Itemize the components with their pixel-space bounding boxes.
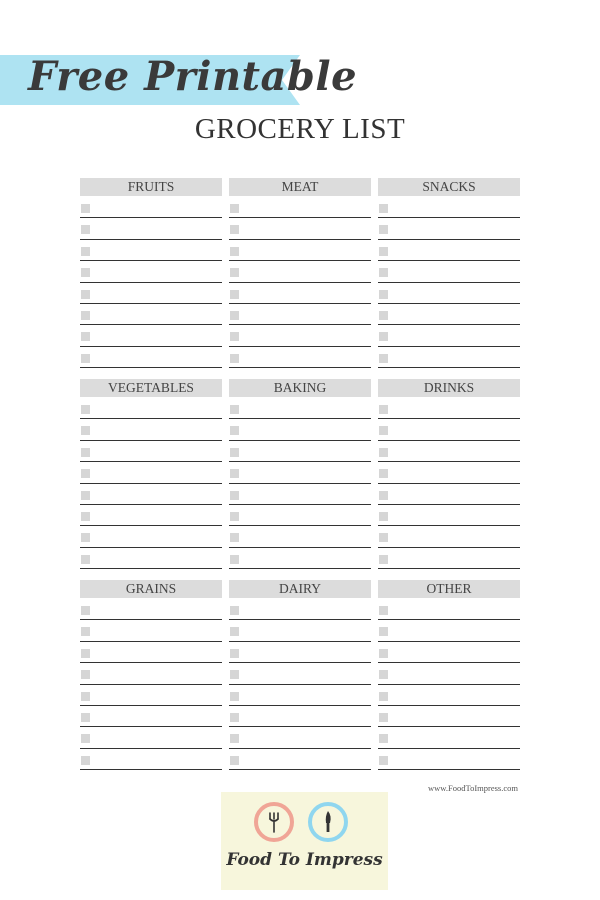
checkbox[interactable] <box>230 268 239 277</box>
item-line[interactable] <box>229 197 371 218</box>
checkbox[interactable] <box>81 555 90 564</box>
item-list <box>80 599 222 770</box>
item-line[interactable] <box>378 599 520 620</box>
item-line[interactable] <box>80 347 222 368</box>
section-header: OTHER <box>378 580 520 598</box>
checkbox[interactable] <box>230 311 239 320</box>
item-line[interactable] <box>80 261 222 282</box>
checkbox[interactable] <box>81 734 90 743</box>
item-line[interactable] <box>229 620 371 641</box>
item-line[interactable] <box>378 526 520 547</box>
item-line[interactable] <box>378 462 520 483</box>
item-line[interactable] <box>229 685 371 706</box>
item-line[interactable] <box>229 526 371 547</box>
checkbox[interactable] <box>379 606 388 615</box>
item-line[interactable] <box>378 663 520 684</box>
checkbox[interactable] <box>81 426 90 435</box>
item-line[interactable] <box>229 325 371 346</box>
item-line[interactable] <box>378 620 520 641</box>
fork-icon <box>258 806 290 838</box>
checkbox[interactable] <box>81 225 90 234</box>
item-line[interactable] <box>229 642 371 663</box>
item-line[interactable] <box>80 599 222 620</box>
item-line[interactable] <box>229 218 371 239</box>
checkbox[interactable] <box>230 290 239 299</box>
checkbox[interactable] <box>230 405 239 414</box>
item-line[interactable] <box>378 304 520 325</box>
checkbox[interactable] <box>379 670 388 679</box>
section-dairy <box>229 580 371 770</box>
item-line[interactable] <box>378 261 520 282</box>
item-line[interactable] <box>229 462 371 483</box>
item-line[interactable] <box>378 548 520 569</box>
checkbox[interactable] <box>230 469 239 478</box>
checkbox[interactable] <box>379 555 388 564</box>
checkbox[interactable] <box>81 692 90 701</box>
checkbox[interactable] <box>230 448 239 457</box>
item-line[interactable] <box>229 347 371 368</box>
checkbox[interactable] <box>379 649 388 658</box>
checkbox[interactable] <box>81 512 90 521</box>
item-line[interactable] <box>80 727 222 748</box>
banner-text: Free Printable <box>28 53 358 100</box>
item-line[interactable] <box>378 505 520 526</box>
checkbox[interactable] <box>230 354 239 363</box>
checkbox[interactable] <box>379 469 388 478</box>
item-line[interactable] <box>80 505 222 526</box>
checkbox[interactable] <box>81 713 90 722</box>
section-header: BAKING <box>229 379 371 397</box>
knife-icon <box>312 806 344 838</box>
item-line[interactable] <box>378 240 520 261</box>
checkbox[interactable] <box>230 606 239 615</box>
checkbox[interactable] <box>230 649 239 658</box>
checkbox[interactable] <box>81 533 90 542</box>
section-header: DRINKS <box>378 379 520 397</box>
section-header: FRUITS <box>80 178 222 196</box>
item-line[interactable] <box>80 197 222 218</box>
checkbox[interactable] <box>379 225 388 234</box>
item-line[interactable] <box>80 325 222 346</box>
checkbox[interactable] <box>379 756 388 765</box>
checkbox[interactable] <box>230 204 239 213</box>
item-line[interactable] <box>80 642 222 663</box>
item-line[interactable] <box>229 749 371 770</box>
item-line[interactable] <box>378 419 520 440</box>
item-line[interactable] <box>229 599 371 620</box>
item-list <box>378 398 520 569</box>
item-line[interactable] <box>80 283 222 304</box>
section-other <box>378 580 520 770</box>
checkbox[interactable] <box>379 512 388 521</box>
checkbox[interactable] <box>379 627 388 636</box>
item-line[interactable] <box>378 685 520 706</box>
section-snacks <box>378 178 520 368</box>
item-list <box>229 599 371 770</box>
checkbox[interactable] <box>379 290 388 299</box>
item-line[interactable] <box>229 398 371 419</box>
item-line[interactable] <box>229 304 371 325</box>
checkbox[interactable] <box>379 311 388 320</box>
section-header: MEAT <box>229 178 371 196</box>
checkbox[interactable] <box>230 491 239 500</box>
checkbox[interactable] <box>379 426 388 435</box>
checkbox[interactable] <box>379 354 388 363</box>
checkbox[interactable] <box>81 354 90 363</box>
item-line[interactable] <box>378 197 520 218</box>
checkbox[interactable] <box>81 448 90 457</box>
item-line[interactable] <box>229 441 371 462</box>
knife-circle <box>308 802 348 842</box>
checkbox[interactable] <box>81 469 90 478</box>
item-line[interactable] <box>229 706 371 727</box>
item-line[interactable] <box>378 441 520 462</box>
item-line[interactable] <box>229 240 371 261</box>
checkbox[interactable] <box>81 606 90 615</box>
section-header: VEGETABLES <box>80 379 222 397</box>
checkbox[interactable] <box>379 268 388 277</box>
item-line[interactable] <box>378 642 520 663</box>
item-line[interactable] <box>378 749 520 770</box>
checkbox[interactable] <box>379 332 388 341</box>
checkbox[interactable] <box>81 405 90 414</box>
item-line[interactable] <box>229 261 371 282</box>
logo-text: Food To Impress <box>226 850 383 870</box>
item-list <box>80 398 222 569</box>
item-line[interactable] <box>80 685 222 706</box>
section-vegetables <box>80 379 222 569</box>
logo <box>221 792 388 890</box>
item-list <box>229 197 371 368</box>
page-title: GROCERY LIST <box>194 113 406 145</box>
checkbox[interactable] <box>81 204 90 213</box>
item-line[interactable] <box>80 706 222 727</box>
item-line[interactable] <box>80 304 222 325</box>
checkbox[interactable] <box>81 627 90 636</box>
item-line[interactable] <box>80 526 222 547</box>
checkbox[interactable] <box>230 426 239 435</box>
item-line[interactable] <box>378 484 520 505</box>
checkbox[interactable] <box>81 268 90 277</box>
item-line[interactable] <box>80 419 222 440</box>
item-line[interactable] <box>229 727 371 748</box>
checkbox[interactable] <box>379 204 388 213</box>
item-line[interactable] <box>80 548 222 569</box>
item-line[interactable] <box>378 218 520 239</box>
website-url: www.FoodToImpress.com <box>428 783 518 793</box>
item-line[interactable] <box>378 398 520 419</box>
item-line[interactable] <box>378 283 520 304</box>
section-header: DAIRY <box>229 580 371 598</box>
item-line[interactable] <box>229 419 371 440</box>
item-line[interactable] <box>80 462 222 483</box>
checkbox[interactable] <box>81 247 90 256</box>
item-list <box>378 599 520 770</box>
item-line[interactable] <box>80 218 222 239</box>
section-fruits <box>80 178 222 368</box>
checkbox[interactable] <box>81 332 90 341</box>
checkbox[interactable] <box>81 670 90 679</box>
checkbox[interactable] <box>379 491 388 500</box>
item-line[interactable] <box>80 663 222 684</box>
section-grains <box>80 580 222 770</box>
checkbox[interactable] <box>230 332 239 341</box>
item-line[interactable] <box>229 505 371 526</box>
item-line[interactable] <box>229 283 371 304</box>
checkbox[interactable] <box>230 627 239 636</box>
checkbox[interactable] <box>230 734 239 743</box>
checkbox[interactable] <box>379 448 388 457</box>
item-line[interactable] <box>378 347 520 368</box>
checkbox[interactable] <box>230 692 239 701</box>
item-line[interactable] <box>378 706 520 727</box>
item-line[interactable] <box>229 663 371 684</box>
checkbox[interactable] <box>379 692 388 701</box>
item-line[interactable] <box>80 620 222 641</box>
section-header: GRAINS <box>80 580 222 598</box>
item-line[interactable] <box>80 240 222 261</box>
item-line[interactable] <box>378 727 520 748</box>
section-meat <box>229 178 371 368</box>
checkbox[interactable] <box>230 756 239 765</box>
section-baking <box>229 379 371 569</box>
item-line[interactable] <box>80 749 222 770</box>
checkbox[interactable] <box>379 405 388 414</box>
section-header: SNACKS <box>378 178 520 196</box>
section-drinks <box>378 379 520 569</box>
item-line[interactable] <box>378 325 520 346</box>
checkbox[interactable] <box>379 734 388 743</box>
checkbox[interactable] <box>230 713 239 722</box>
item-line[interactable] <box>229 548 371 569</box>
checkbox[interactable] <box>230 533 239 542</box>
checkbox[interactable] <box>81 649 90 658</box>
checkbox[interactable] <box>81 311 90 320</box>
checkbox[interactable] <box>81 756 90 765</box>
checkbox[interactable] <box>379 247 388 256</box>
item-line[interactable] <box>80 398 222 419</box>
checkbox[interactable] <box>81 290 90 299</box>
checkbox[interactable] <box>379 533 388 542</box>
item-line[interactable] <box>80 441 222 462</box>
checkbox[interactable] <box>230 555 239 564</box>
checkbox[interactable] <box>230 225 239 234</box>
item-line[interactable] <box>229 484 371 505</box>
checkbox[interactable] <box>230 512 239 521</box>
checkbox[interactable] <box>230 670 239 679</box>
item-list <box>80 197 222 368</box>
item-list <box>378 197 520 368</box>
fork-circle <box>254 802 294 842</box>
checkbox[interactable] <box>230 247 239 256</box>
checkbox[interactable] <box>81 491 90 500</box>
item-list <box>229 398 371 569</box>
item-line[interactable] <box>80 484 222 505</box>
checkbox[interactable] <box>379 713 388 722</box>
